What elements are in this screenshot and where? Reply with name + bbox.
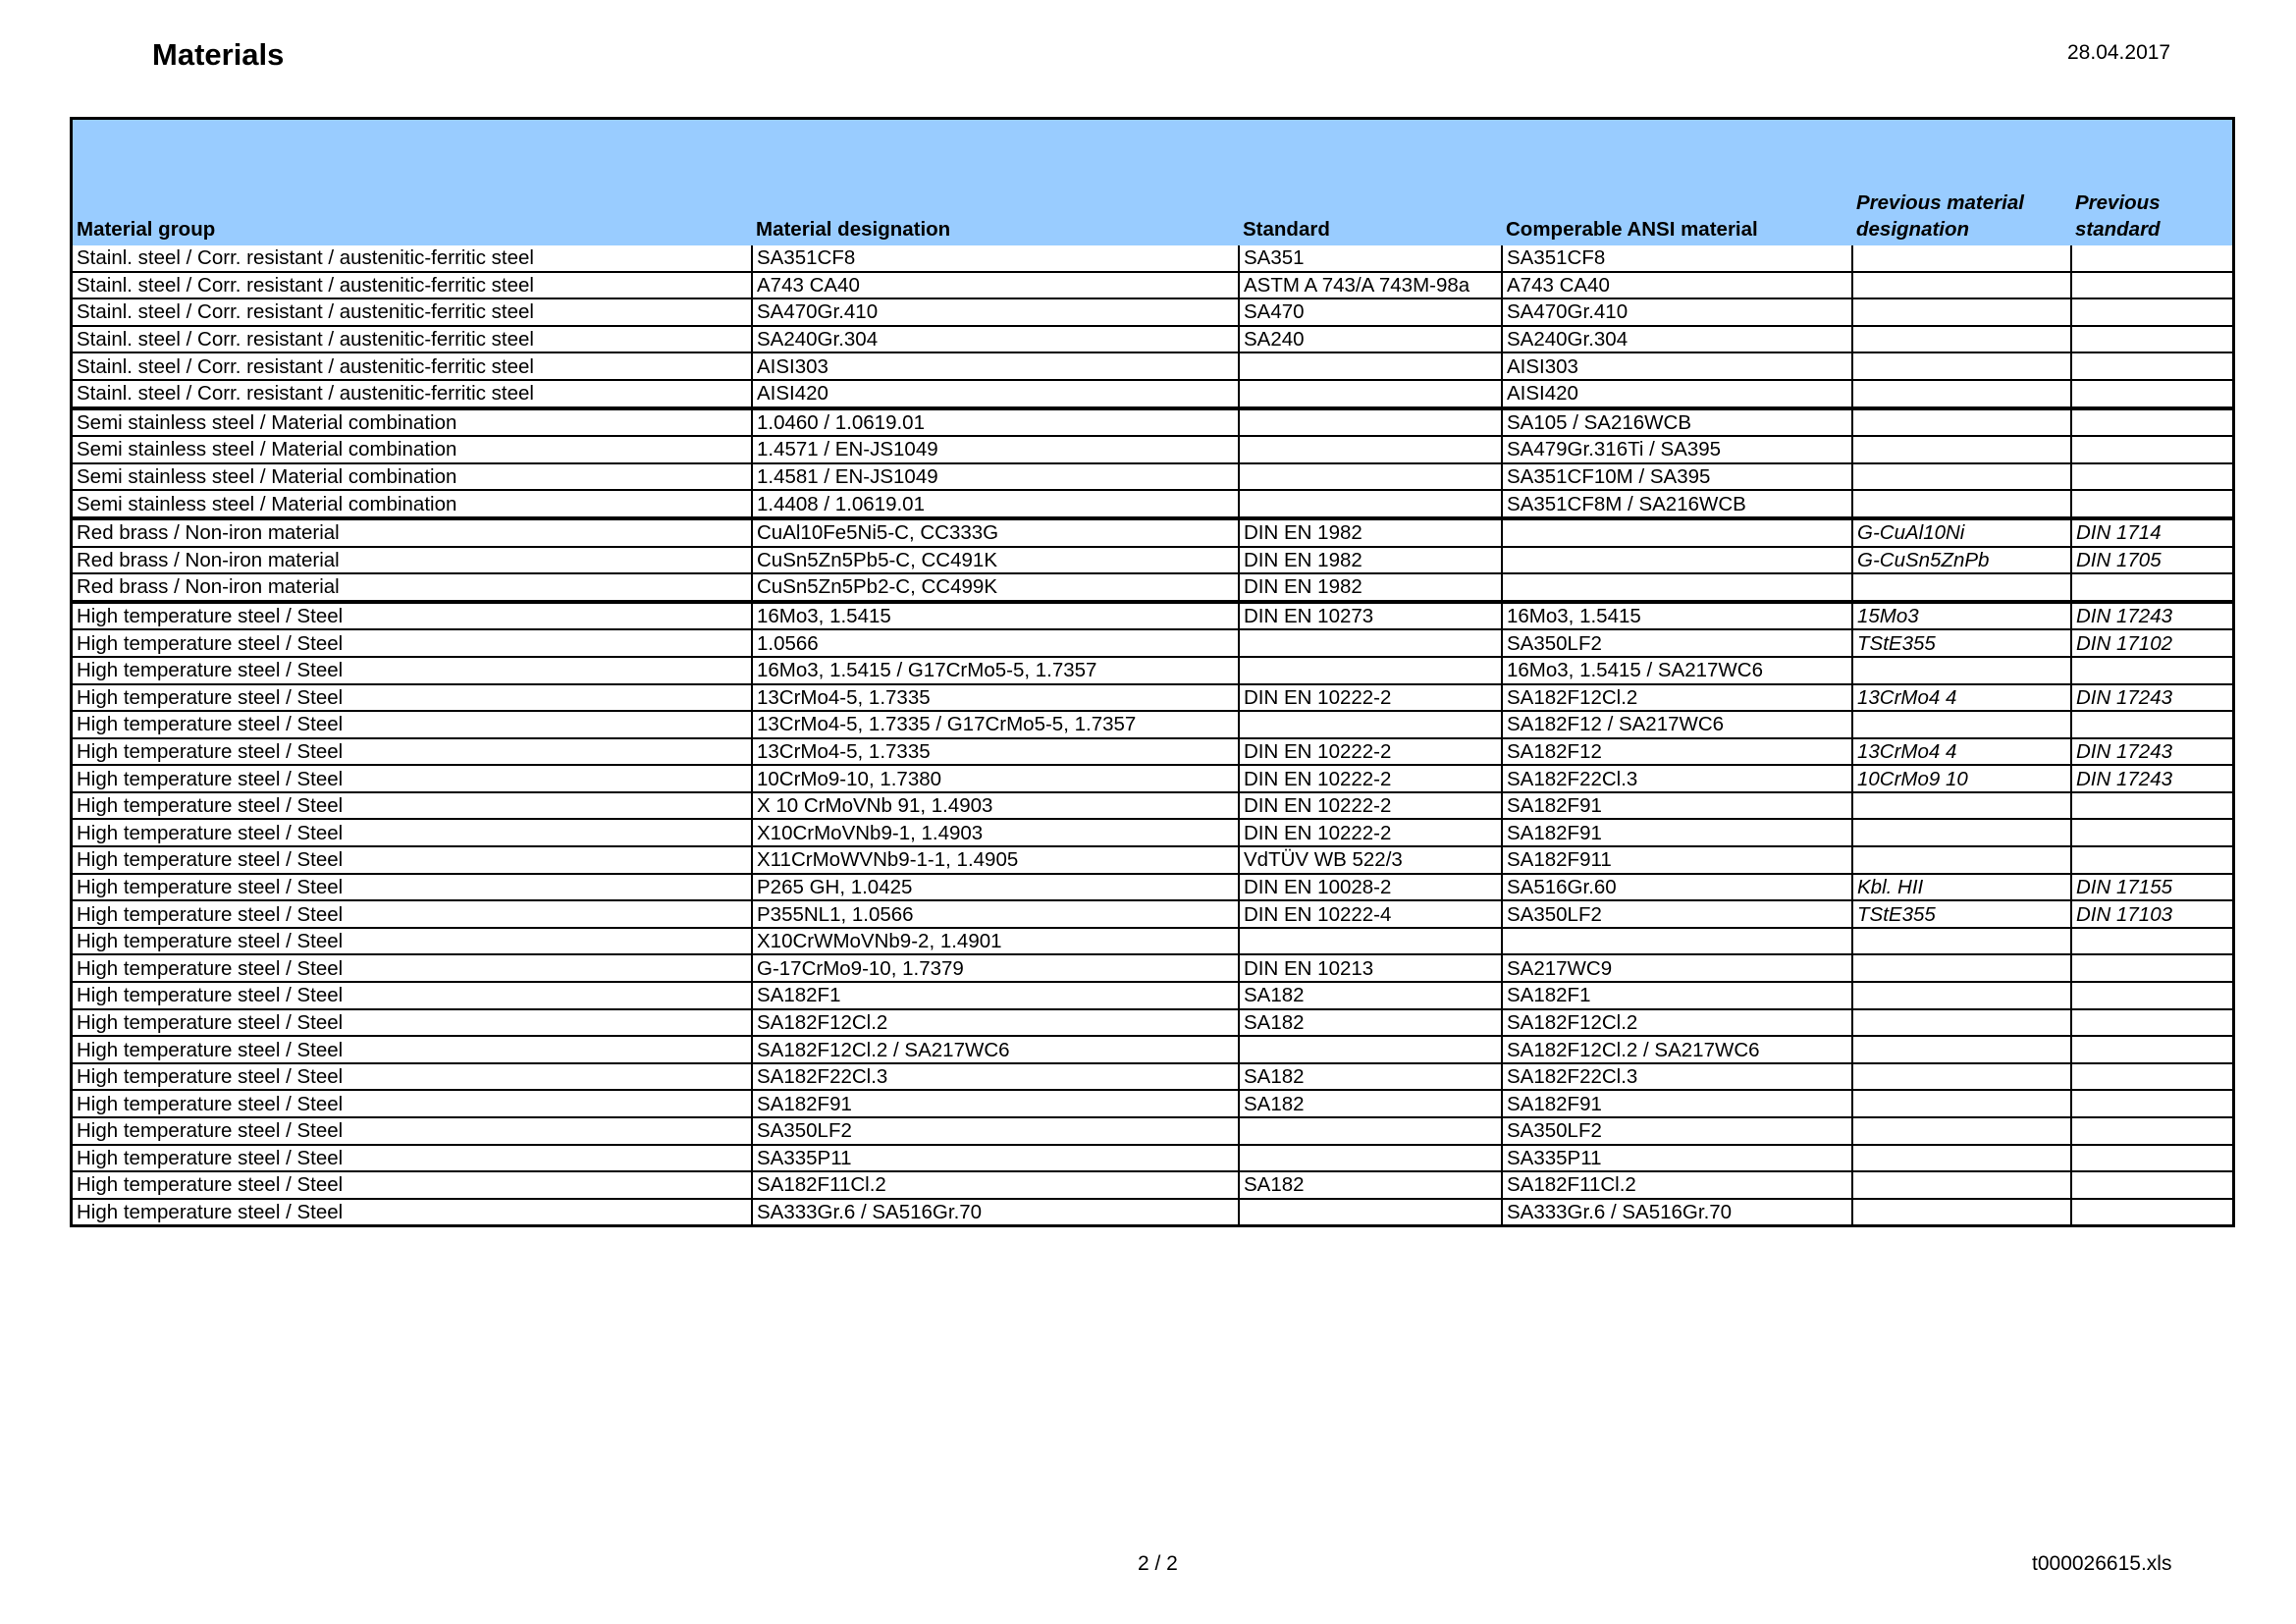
- cell-previous-standard: [2071, 1063, 2232, 1091]
- cell-material-group: Stainl. steel / Corr. resistant / austenitic-ferritic steel: [73, 298, 752, 326]
- cell-previous-designation: G-CuSn5ZnPb: [1852, 547, 2071, 574]
- cell-previous-designation: [1852, 463, 2071, 491]
- table-row: [73, 738, 2232, 766]
- table-header: [73, 120, 2232, 245]
- cell-material-designation: P355NL1, 1.0566: [752, 900, 1239, 928]
- cell-previous-designation: [1852, 436, 2071, 463]
- cell-ansi-material: SA182F12: [1502, 738, 1852, 766]
- cell-ansi-material: 16Mo3, 1.5415 / SA217WC6: [1502, 657, 1852, 684]
- cell-previous-designation: TStE355: [1852, 629, 2071, 657]
- cell-previous-standard: [2071, 380, 2232, 408]
- cell-previous-designation: TStE355: [1852, 900, 2071, 928]
- cell-material-group: Stainl. steel / Corr. resistant / austenitic-ferritic steel: [73, 326, 752, 353]
- table-row: [73, 792, 2232, 820]
- cell-material-designation: AISI420: [752, 380, 1239, 408]
- cell-material-designation: SA182F91: [752, 1090, 1239, 1117]
- table-row: [73, 352, 2232, 380]
- cell-material-group: High temperature steel / Steel: [73, 1145, 752, 1172]
- cell-material-designation: G-17CrMo9-10, 1.7379: [752, 954, 1239, 982]
- cell-standard: DIN EN 1982: [1239, 573, 1502, 602]
- cell-standard: [1239, 657, 1502, 684]
- cell-ansi-material: SA516Gr.60: [1502, 874, 1852, 901]
- cell-previous-standard: [2071, 1036, 2232, 1063]
- cell-standard: SA182: [1239, 1009, 1502, 1037]
- file-name: t000026615.xls: [2032, 1552, 2172, 1575]
- cell-ansi-material: SA182F12 / SA217WC6: [1502, 711, 1852, 738]
- cell-previous-designation: [1852, 1171, 2071, 1199]
- cell-ansi-material: [1502, 573, 1852, 602]
- table-row: [73, 518, 2232, 547]
- cell-material-designation: 13CrMo4-5, 1.7335: [752, 684, 1239, 712]
- cell-standard: [1239, 490, 1502, 518]
- cell-previous-standard: [2071, 711, 2232, 738]
- table-row: [73, 1090, 2232, 1117]
- table-row: [73, 573, 2232, 602]
- cell-material-group: Red brass / Non-iron material: [73, 573, 752, 602]
- cell-ansi-material: SA470Gr.410: [1502, 298, 1852, 326]
- cell-standard: [1239, 1117, 1502, 1145]
- cell-standard: SA182: [1239, 1090, 1502, 1117]
- cell-previous-standard: [2071, 1199, 2232, 1225]
- cell-standard: SA351: [1239, 245, 1502, 272]
- column-header-material-designation: Material designation: [752, 120, 1239, 245]
- table-row: [73, 380, 2232, 408]
- cell-previous-designation: 13CrMo4 4: [1852, 684, 2071, 712]
- cell-previous-standard: [2071, 928, 2232, 955]
- cell-ansi-material: [1502, 518, 1852, 547]
- cell-previous-standard: [2071, 792, 2232, 820]
- cell-previous-standard: DIN 17243: [2071, 765, 2232, 792]
- column-header-previous-designation: Previous material designation: [1852, 120, 2071, 245]
- cell-standard: [1239, 1036, 1502, 1063]
- cell-material-designation: 13CrMo4-5, 1.7335: [752, 738, 1239, 766]
- cell-material-designation: 1.4571 / EN-JS1049: [752, 436, 1239, 463]
- cell-previous-standard: DIN 17243: [2071, 738, 2232, 766]
- table-row: [73, 954, 2232, 982]
- cell-previous-standard: [2071, 436, 2232, 463]
- cell-material-group: High temperature steel / Steel: [73, 765, 752, 792]
- cell-ansi-material: SA105 / SA216WCB: [1502, 408, 1852, 437]
- table-row: [73, 1171, 2232, 1199]
- table-row: [73, 1145, 2232, 1172]
- cell-material-group: Stainl. steel / Corr. resistant / austenitic-ferritic steel: [73, 272, 752, 299]
- cell-standard: SA182: [1239, 982, 1502, 1009]
- column-header-previous-standard: Previous standard: [2071, 120, 2232, 245]
- cell-standard: SA470: [1239, 298, 1502, 326]
- cell-ansi-material: SA182F11Cl.2: [1502, 1171, 1852, 1199]
- cell-material-group: Semi stainless steel / Material combination: [73, 490, 752, 518]
- cell-material-group: Semi stainless steel / Material combination: [73, 436, 752, 463]
- cell-ansi-material: SA182F12Cl.2: [1502, 1009, 1852, 1037]
- cell-previous-designation: [1852, 846, 2071, 874]
- cell-previous-standard: DIN 17243: [2071, 602, 2232, 630]
- cell-previous-designation: [1852, 573, 2071, 602]
- table-row: [73, 436, 2232, 463]
- cell-previous-designation: [1852, 408, 2071, 437]
- materials-table-container: [70, 117, 2235, 1227]
- cell-material-designation: SA182F12Cl.2 / SA217WC6: [752, 1036, 1239, 1063]
- cell-previous-designation: [1852, 245, 2071, 272]
- cell-material-group: High temperature steel / Steel: [73, 1199, 752, 1225]
- cell-ansi-material: SA335P11: [1502, 1145, 1852, 1172]
- cell-ansi-material: SA350LF2: [1502, 1117, 1852, 1145]
- cell-material-designation: X11CrMoWVNb9-1-1, 1.4905: [752, 846, 1239, 874]
- cell-previous-standard: DIN 17155: [2071, 874, 2232, 901]
- cell-material-group: High temperature steel / Steel: [73, 1063, 752, 1091]
- cell-material-group: Semi stainless steel / Material combination: [73, 463, 752, 491]
- cell-material-designation: A743 CA40: [752, 272, 1239, 299]
- cell-previous-standard: [2071, 1090, 2232, 1117]
- table-row: [73, 765, 2232, 792]
- cell-material-group: High temperature steel / Steel: [73, 1171, 752, 1199]
- cell-previous-standard: [2071, 819, 2232, 846]
- materials-table: [73, 120, 2232, 1224]
- cell-ansi-material: AISI420: [1502, 380, 1852, 408]
- cell-previous-designation: [1852, 298, 2071, 326]
- cell-previous-standard: [2071, 982, 2232, 1009]
- cell-standard: DIN EN 10028-2: [1239, 874, 1502, 901]
- cell-standard: DIN EN 10222-2: [1239, 792, 1502, 820]
- cell-material-designation: SA240Gr.304: [752, 326, 1239, 353]
- table-row: [73, 1063, 2232, 1091]
- cell-material-designation: X 10 CrMoVNb 91, 1.4903: [752, 792, 1239, 820]
- cell-material-designation: SA182F1: [752, 982, 1239, 1009]
- cell-standard: [1239, 629, 1502, 657]
- cell-material-designation: P265 GH, 1.0425: [752, 874, 1239, 901]
- cell-standard: [1239, 380, 1502, 408]
- cell-material-group: High temperature steel / Steel: [73, 900, 752, 928]
- cell-standard: SA182: [1239, 1063, 1502, 1091]
- cell-ansi-material: SA182F12Cl.2 / SA217WC6: [1502, 1036, 1852, 1063]
- cell-material-designation: 1.4581 / EN-JS1049: [752, 463, 1239, 491]
- table-row: [73, 602, 2232, 630]
- cell-material-designation: CuSn5Zn5Pb5-C, CC491K: [752, 547, 1239, 574]
- cell-previous-designation: [1852, 490, 2071, 518]
- cell-material-designation: 10CrMo9-10, 1.7380: [752, 765, 1239, 792]
- table-row: [73, 711, 2232, 738]
- cell-material-designation: SA333Gr.6 / SA516Gr.70: [752, 1199, 1239, 1225]
- cell-previous-designation: G-CuAl10Ni: [1852, 518, 2071, 547]
- cell-material-designation: X10CrMoVNb9-1, 1.4903: [752, 819, 1239, 846]
- cell-material-group: High temperature steel / Steel: [73, 928, 752, 955]
- column-header-ansi-material: Comperable ANSI material: [1502, 120, 1852, 245]
- cell-ansi-material: SA182F22Cl.3: [1502, 765, 1852, 792]
- cell-previous-designation: [1852, 928, 2071, 955]
- cell-material-designation: 13CrMo4-5, 1.7335 / G17CrMo5-5, 1.7357: [752, 711, 1239, 738]
- table-row: [73, 298, 2232, 326]
- table-row: [73, 874, 2232, 901]
- cell-previous-designation: [1852, 380, 2071, 408]
- cell-previous-standard: [2071, 657, 2232, 684]
- cell-ansi-material: SA182F1: [1502, 982, 1852, 1009]
- cell-material-group: Semi stainless steel / Material combination: [73, 408, 752, 437]
- cell-previous-standard: [2071, 573, 2232, 602]
- cell-ansi-material: SA350LF2: [1502, 629, 1852, 657]
- cell-material-designation: SA350LF2: [752, 1117, 1239, 1145]
- cell-standard: DIN EN 10222-2: [1239, 684, 1502, 712]
- cell-material-designation: 1.0460 / 1.0619.01: [752, 408, 1239, 437]
- cell-ansi-material: SA182F22Cl.3: [1502, 1063, 1852, 1091]
- cell-material-group: High temperature steel / Steel: [73, 1117, 752, 1145]
- cell-material-group: High temperature steel / Steel: [73, 629, 752, 657]
- page-title: Materials: [152, 37, 285, 72]
- cell-previous-designation: [1852, 1117, 2071, 1145]
- cell-previous-standard: [2071, 352, 2232, 380]
- cell-ansi-material: SA217WC9: [1502, 954, 1852, 982]
- cell-previous-standard: [2071, 1009, 2232, 1037]
- cell-previous-designation: [1852, 1063, 2071, 1091]
- cell-material-group: Stainl. steel / Corr. resistant / austenitic-ferritic steel: [73, 380, 752, 408]
- cell-material-designation: 16Mo3, 1.5415 / G17CrMo5-5, 1.7357: [752, 657, 1239, 684]
- cell-material-designation: CuAl10Fe5Ni5-C, CC333G: [752, 518, 1239, 547]
- cell-material-designation: CuSn5Zn5Pb2-C, CC499K: [752, 573, 1239, 602]
- cell-material-group: High temperature steel / Steel: [73, 874, 752, 901]
- table-row: [73, 547, 2232, 574]
- cell-previous-designation: [1852, 954, 2071, 982]
- table-row: [73, 326, 2232, 353]
- cell-ansi-material: SA182F91: [1502, 819, 1852, 846]
- cell-previous-standard: DIN 17102: [2071, 629, 2232, 657]
- cell-previous-designation: [1852, 326, 2071, 353]
- cell-previous-standard: [2071, 298, 2232, 326]
- cell-material-group: High temperature steel / Steel: [73, 738, 752, 766]
- cell-standard: [1239, 436, 1502, 463]
- cell-ansi-material: [1502, 547, 1852, 574]
- cell-ansi-material: SA351CF8: [1502, 245, 1852, 272]
- cell-previous-designation: [1852, 272, 2071, 299]
- cell-previous-designation: 13CrMo4 4: [1852, 738, 2071, 766]
- cell-ansi-material: SA240Gr.304: [1502, 326, 1852, 353]
- table-row: [73, 1117, 2232, 1145]
- cell-ansi-material: SA182F911: [1502, 846, 1852, 874]
- cell-ansi-material: SA351CF8M / SA216WCB: [1502, 490, 1852, 518]
- cell-ansi-material: SA333Gr.6 / SA516Gr.70: [1502, 1199, 1852, 1225]
- cell-material-designation: SA351CF8: [752, 245, 1239, 272]
- table-row: [73, 463, 2232, 491]
- cell-standard: [1239, 352, 1502, 380]
- table-row: [73, 900, 2232, 928]
- cell-previous-standard: [2071, 245, 2232, 272]
- cell-material-designation: 16Mo3, 1.5415: [752, 602, 1239, 630]
- cell-previous-designation: [1852, 1145, 2071, 1172]
- cell-previous-designation: [1852, 1009, 2071, 1037]
- cell-previous-designation: 15Mo3: [1852, 602, 2071, 630]
- cell-material-group: Red brass / Non-iron material: [73, 518, 752, 547]
- cell-ansi-material: SA351CF10M / SA395: [1502, 463, 1852, 491]
- cell-standard: [1239, 1199, 1502, 1225]
- cell-standard: [1239, 711, 1502, 738]
- cell-previous-standard: DIN 1714: [2071, 518, 2232, 547]
- cell-previous-designation: [1852, 657, 2071, 684]
- cell-previous-designation: [1852, 819, 2071, 846]
- cell-previous-standard: [2071, 408, 2232, 437]
- cell-material-group: High temperature steel / Steel: [73, 602, 752, 630]
- cell-previous-designation: [1852, 982, 2071, 1009]
- cell-previous-standard: [2071, 1145, 2232, 1172]
- cell-previous-designation: [1852, 711, 2071, 738]
- table-row: [73, 982, 2232, 1009]
- table-row: [73, 1199, 2232, 1225]
- cell-material-group: High temperature steel / Steel: [73, 1009, 752, 1037]
- column-header-material-group: Material group: [73, 120, 752, 245]
- table-row: [73, 1009, 2232, 1037]
- cell-standard: SA182: [1239, 1171, 1502, 1199]
- cell-material-group: Red brass / Non-iron material: [73, 547, 752, 574]
- cell-material-group: Stainl. steel / Corr. resistant / austenitic-ferritic steel: [73, 245, 752, 272]
- cell-ansi-material: 16Mo3, 1.5415: [1502, 602, 1852, 630]
- cell-previous-standard: DIN 1705: [2071, 547, 2232, 574]
- cell-material-group: High temperature steel / Steel: [73, 1036, 752, 1063]
- cell-ansi-material: SA350LF2: [1502, 900, 1852, 928]
- cell-standard: [1239, 928, 1502, 955]
- cell-previous-designation: Kbl. HII: [1852, 874, 2071, 901]
- cell-previous-standard: [2071, 1171, 2232, 1199]
- cell-previous-standard: DIN 17243: [2071, 684, 2232, 712]
- cell-material-group: High temperature steel / Steel: [73, 819, 752, 846]
- cell-standard: DIN EN 10222-2: [1239, 819, 1502, 846]
- cell-previous-standard: [2071, 463, 2232, 491]
- cell-ansi-material: SA182F91: [1502, 792, 1852, 820]
- table-row: [73, 272, 2232, 299]
- table-row: [73, 928, 2232, 955]
- cell-previous-standard: [2071, 846, 2232, 874]
- cell-standard: DIN EN 1982: [1239, 518, 1502, 547]
- page-number: 2 / 2: [1138, 1552, 1178, 1575]
- cell-previous-designation: [1852, 1090, 2071, 1117]
- cell-material-designation: 1.4408 / 1.0619.01: [752, 490, 1239, 518]
- cell-ansi-material: AISI303: [1502, 352, 1852, 380]
- cell-standard: DIN EN 10222-4: [1239, 900, 1502, 928]
- cell-material-designation: AISI303: [752, 352, 1239, 380]
- cell-material-group: Stainl. steel / Corr. resistant / austenitic-ferritic steel: [73, 352, 752, 380]
- cell-material-group: High temperature steel / Steel: [73, 846, 752, 874]
- cell-previous-designation: [1852, 352, 2071, 380]
- cell-material-group: High temperature steel / Steel: [73, 954, 752, 982]
- cell-material-group: High temperature steel / Steel: [73, 684, 752, 712]
- cell-material-designation: SA182F12Cl.2: [752, 1009, 1239, 1037]
- cell-standard: DIN EN 10222-2: [1239, 765, 1502, 792]
- cell-standard: [1239, 408, 1502, 437]
- cell-material-group: High temperature steel / Steel: [73, 1090, 752, 1117]
- table-row: [73, 846, 2232, 874]
- cell-material-designation: SA470Gr.410: [752, 298, 1239, 326]
- cell-ansi-material: A743 CA40: [1502, 272, 1852, 299]
- cell-standard: VdTÜV WB 522/3: [1239, 846, 1502, 874]
- cell-ansi-material: SA182F91: [1502, 1090, 1852, 1117]
- table-row: [73, 1036, 2232, 1063]
- cell-standard: DIN EN 10213: [1239, 954, 1502, 982]
- cell-ansi-material: [1502, 928, 1852, 955]
- cell-standard: [1239, 1145, 1502, 1172]
- cell-standard: DIN EN 10222-2: [1239, 738, 1502, 766]
- table-row: [73, 819, 2232, 846]
- cell-previous-standard: [2071, 326, 2232, 353]
- table-row: [73, 490, 2232, 518]
- cell-standard: DIN EN 1982: [1239, 547, 1502, 574]
- cell-previous-standard: [2071, 1117, 2232, 1145]
- table-row: [73, 245, 2232, 272]
- cell-material-group: High temperature steel / Steel: [73, 982, 752, 1009]
- cell-previous-designation: [1852, 1036, 2071, 1063]
- table-row: [73, 684, 2232, 712]
- cell-previous-standard: [2071, 272, 2232, 299]
- table-row: [73, 629, 2232, 657]
- cell-material-designation: SA182F11Cl.2: [752, 1171, 1239, 1199]
- cell-standard: ASTM A 743/A 743M-98a: [1239, 272, 1502, 299]
- page-date: 28.04.2017: [2067, 41, 2171, 64]
- cell-standard: DIN EN 10273: [1239, 602, 1502, 630]
- cell-material-designation: SA182F22Cl.3: [752, 1063, 1239, 1091]
- cell-previous-standard: DIN 17103: [2071, 900, 2232, 928]
- table-row: [73, 657, 2232, 684]
- column-header-standard: Standard: [1239, 120, 1502, 245]
- cell-previous-designation: 10CrMo9 10: [1852, 765, 2071, 792]
- cell-standard: [1239, 463, 1502, 491]
- table-row: [73, 408, 2232, 437]
- cell-material-designation: 1.0566: [752, 629, 1239, 657]
- cell-material-group: High temperature steel / Steel: [73, 657, 752, 684]
- cell-material-designation: X10CrWMoVNb9-2, 1.4901: [752, 928, 1239, 955]
- cell-ansi-material: SA182F12Cl.2: [1502, 684, 1852, 712]
- cell-previous-standard: [2071, 490, 2232, 518]
- cell-material-group: High temperature steel / Steel: [73, 711, 752, 738]
- cell-previous-standard: [2071, 954, 2232, 982]
- cell-material-group: High temperature steel / Steel: [73, 792, 752, 820]
- table-body: [73, 245, 2232, 1224]
- cell-previous-designation: [1852, 792, 2071, 820]
- cell-standard: SA240: [1239, 326, 1502, 353]
- cell-material-designation: SA335P11: [752, 1145, 1239, 1172]
- cell-previous-designation: [1852, 1199, 2071, 1225]
- cell-ansi-material: SA479Gr.316Ti / SA395: [1502, 436, 1852, 463]
